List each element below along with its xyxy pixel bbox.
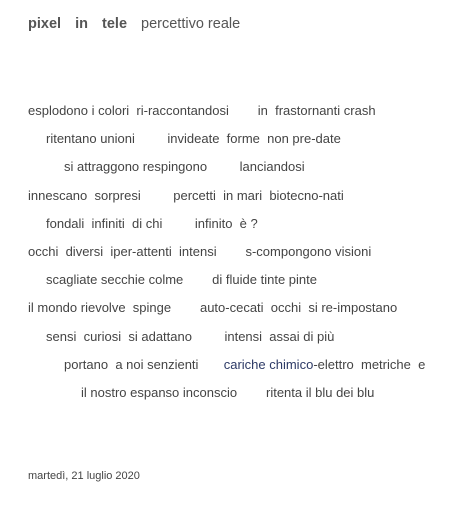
- poem-line: il mondo rievolve spinge auto-cecati occhi si re-impostano: [28, 300, 398, 316]
- poem-line: [28, 355, 458, 383]
- poem-line-part: -elettro metriche e: [313, 356, 426, 372]
- poem-line: ritentano unioni invideate forme non pre-date: [46, 131, 341, 147]
- poem-line: sensi curiosi si adattano intensi assai di più: [46, 328, 335, 344]
- poem-line: il nostro espanso inconscio ritenta il blu dei blu: [81, 384, 375, 400]
- poem-title: pixel in tele: [28, 16, 128, 32]
- poem-line: fondali infiniti di chi infinito è ?: [46, 215, 258, 231]
- post-date: martedì, 21 luglio 2020: [28, 470, 140, 482]
- poem-subtitle: percettivo reale: [141, 16, 241, 32]
- header: [28, 16, 240, 32]
- poem-line: occhi diversi iper-attenti intensi s-compongono visioni: [28, 243, 372, 259]
- poem-body: [28, 101, 458, 411]
- poem-line: si attraggono respingono lanciandosi: [64, 159, 305, 175]
- poem-line: scagliate secchie colme di fluide tinte pinte: [46, 272, 317, 288]
- poem-line: innescano sorpresi percetti in mari biotecno-nati: [28, 187, 344, 203]
- poem-line: esplodono i colori ri-raccontandosi in frastornanti crash: [28, 103, 376, 118]
- poem-line-part: portano a noi senzienti: [64, 356, 224, 372]
- highlighted-phrase: cariche chimico: [223, 356, 314, 372]
